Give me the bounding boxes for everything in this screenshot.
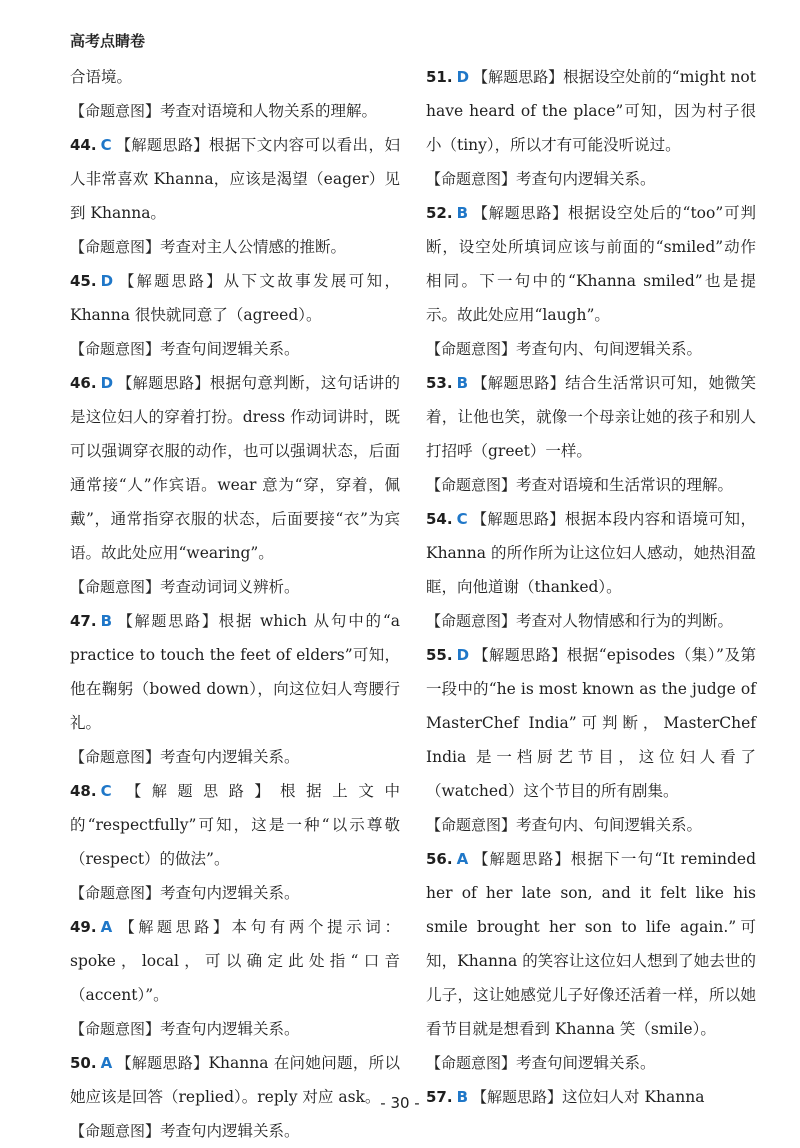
paragraph-text: 考查句间逻辑关系。 — [160, 340, 300, 358]
paragraph-text: 根据“episodes（集）”及第一段中的“he is most known as the judge of MasterChef India”可判断，MasterChef India 是一档厨艺节目，这位妇人看了（watched）这个节目的所有剧集。 — [426, 646, 756, 800]
section-tag: 【解题思路】 — [115, 782, 280, 800]
section-tag: 【解题思路】 — [473, 68, 564, 86]
paragraph-text: 考查句内逻辑关系。 — [160, 884, 300, 902]
question-intent — [426, 162, 756, 196]
question-intent — [426, 332, 756, 366]
paragraph-text: 合语境。 — [70, 68, 133, 86]
paragraph-text: 考查对主人公情感的推断。 — [160, 238, 347, 256]
answer-letter: C — [456, 510, 468, 528]
question-number: 47. — [70, 612, 97, 630]
answer-explanation — [70, 264, 400, 332]
paragraph-text: 根据下文内容可以看出，妇人非常喜欢 Khanna，应该是渴望（eager）见到 Khanna。 — [70, 136, 400, 222]
section-tag: 【解题思路】 — [472, 850, 571, 868]
paragraph-text: Khanna 在问她问题，所以她应该是回答（replied）。reply 对应 ask。 — [70, 1054, 400, 1106]
section-tag: 【命题意图】 — [70, 1020, 161, 1038]
section-tag: 【解题思路】 — [116, 918, 232, 936]
paragraph-text: 从下文故事发展可知，Khanna 很快就同意了（agreed）。 — [70, 272, 400, 324]
question-intent — [70, 1114, 400, 1148]
question-number: 45. — [70, 272, 97, 290]
question-number: 48. — [70, 782, 97, 800]
paragraph-text: 考查对语境和人物关系的理解。 — [160, 102, 378, 120]
paragraph-text: 根据 which 从句中的“a practice to touch the feet of elders”可知，他在鞠躬（bowed down），向这位妇人弯腰行礼。 — [70, 612, 400, 732]
question-intent — [426, 808, 756, 842]
answer-explanation — [426, 196, 756, 332]
answer-letter: C — [100, 782, 112, 800]
paragraph-text: 考查句间逻辑关系。 — [516, 1054, 656, 1072]
paragraph-text: 结合生活常识可知，她微笑着，让他也笑，就像一个母亲让她的孩子和别人打招呼（greet）一样。 — [426, 374, 756, 460]
paragraph-text: 根据上文中的“respectfully”可知，这是一种“以示尊敬（respect）的做法”。 — [70, 782, 400, 868]
answer-explanation — [70, 910, 400, 1012]
answer-explanation — [426, 366, 756, 468]
paragraph-text: 考查动词词义辨析。 — [160, 578, 300, 596]
question-number: 44. — [70, 136, 97, 154]
section-tag: 【命题意图】 — [70, 578, 161, 596]
answer-explanation — [70, 604, 400, 740]
question-intent — [70, 94, 400, 128]
section-tag: 【命题意图】 — [426, 170, 517, 188]
answer-letter: D — [100, 272, 114, 290]
section-tag: 【命题意图】 — [426, 816, 517, 834]
section-tag: 【命题意图】 — [426, 340, 517, 358]
section-tag: 【命题意图】 — [70, 340, 161, 358]
question-number: 49. — [70, 918, 97, 936]
section-tag: 【解题思路】 — [472, 374, 566, 392]
paragraph-text: 根据设空处前的“might not have heard of the place”可知，因为村子很小（tiny），所以才有可能没听说过。 — [426, 68, 756, 154]
answer-letter: B — [456, 1088, 469, 1106]
answer-letter: D — [456, 646, 470, 664]
section-tag: 【命题意图】 — [70, 748, 161, 766]
paragraph-text: 考查句内逻辑关系。 — [516, 170, 656, 188]
paragraph-text: 这位妇人对 Khanna — [562, 1088, 705, 1106]
question-intent — [426, 604, 756, 638]
question-number: 52. — [426, 204, 453, 222]
paragraph-text: 考查句内逻辑关系。 — [160, 1020, 300, 1038]
answer-letter: A — [100, 1054, 113, 1072]
section-tag: 【命题意图】 — [70, 884, 161, 902]
paragraph-text: 考查对人物情感和行为的判断。 — [516, 612, 734, 630]
question-intent — [426, 1046, 756, 1080]
answer-explanation — [70, 774, 400, 876]
section-tag: 【命题意图】 — [426, 612, 517, 630]
left-column — [70, 60, 400, 1148]
paragraph-text: 考查对语境和生活常识的理解。 — [516, 476, 734, 494]
answer-explanation — [426, 502, 756, 604]
question-intent — [70, 230, 400, 264]
answer-explanation — [426, 638, 756, 808]
page-number: - 30 - — [380, 1094, 420, 1112]
answer-letter: D — [100, 374, 114, 392]
section-tag: 【命题意图】 — [426, 476, 517, 494]
answer-explanation — [426, 842, 756, 1046]
section-tag: 【解题思路】 — [472, 1088, 563, 1106]
paragraph-text: 根据句意判断，这句话讲的是这位妇人的穿着打扮。dress 作动词讲时，既可以强调穿衣服的动作，也可以强调状态，后面通常接“人”作宾语。wear 意为“穿，穿着，佩戴”，通常指穿衣服的状态，后面要接“衣”为宾语。故此处应用“wearing”。 — [70, 374, 400, 562]
question-number: 55. — [426, 646, 453, 664]
section-tag: 【解题思路】 — [473, 646, 567, 664]
answer-letter: D — [456, 68, 470, 86]
section-tag: 【解题思路】 — [117, 374, 210, 392]
page-header: 高考点睛卷 — [70, 32, 146, 50]
section-tag: 【解题思路】 — [116, 612, 219, 630]
answer-explanation — [70, 128, 400, 230]
question-number: 54. — [426, 510, 453, 528]
paragraph-text: 根据本段内容和语境可知，Khanna 的所作所为让这位妇人感动，她热泪盈眶，向他道谢（thanked）。 — [426, 510, 756, 596]
question-number: 56. — [426, 850, 453, 868]
paragraph-text: 考查句内、句间逻辑关系。 — [516, 816, 703, 834]
question-number: 57. — [426, 1088, 453, 1106]
section-tag: 【解题思路】 — [117, 272, 224, 290]
question-intent — [426, 468, 756, 502]
answer-letter: B — [456, 204, 469, 222]
paragraph-text: 考查句内、句间逻辑关系。 — [516, 340, 703, 358]
question-intent — [70, 1012, 400, 1046]
question-number: 51. — [426, 68, 453, 86]
answer-letter: B — [100, 612, 113, 630]
answer-explanation — [70, 366, 400, 570]
paragraph-text: 根据下一句“It reminded her of her late son, and it felt like his smile brought her son to life again.”可知，Khanna 的笑容让这位妇人想到了她去世的儿子，这让她感觉儿子好像还活着一样，所以她看节目就是想看到 Khanna 笑（smile）。 — [426, 850, 756, 1038]
section-tag: 【解题思路】 — [115, 136, 209, 154]
answer-letter: C — [100, 136, 112, 154]
paragraph-text: 本句有两个提示词：spoke，local，可以确定此处指“口音（accent）”。 — [70, 918, 400, 1004]
answer-letter: A — [100, 918, 113, 936]
question-number: 53. — [426, 374, 453, 392]
section-tag: 【命题意图】 — [70, 238, 161, 256]
question-intent — [70, 740, 400, 774]
paragraph-text: 根据设空处后的“too”可判断，设空处所填词应该与前面的“smiled”动作相同。下一句中的“Khanna smiled”也是提示。故此处应用“laugh”。 — [426, 204, 756, 324]
question-intent — [70, 332, 400, 366]
section-tag: 【解题思路】 — [472, 204, 569, 222]
question-number: 46. — [70, 374, 97, 392]
question-intent — [70, 570, 400, 604]
question-number: 50. — [70, 1054, 97, 1072]
answer-explanation — [426, 60, 756, 162]
section-tag: 【解题思路】 — [471, 510, 565, 528]
paragraph-text: 考查句内逻辑关系。 — [160, 748, 300, 766]
paragraph — [70, 60, 400, 94]
section-tag: 【命题意图】 — [70, 1122, 161, 1140]
answer-letter: A — [456, 850, 469, 868]
answer-letter: B — [456, 374, 469, 392]
question-intent — [70, 876, 400, 910]
paragraph-text: 考查句内逻辑关系。 — [160, 1122, 300, 1140]
section-tag: 【解题思路】 — [116, 1054, 209, 1072]
right-column — [426, 60, 756, 1114]
section-tag: 【命题意图】 — [426, 1054, 517, 1072]
section-tag: 【命题意图】 — [70, 102, 161, 120]
